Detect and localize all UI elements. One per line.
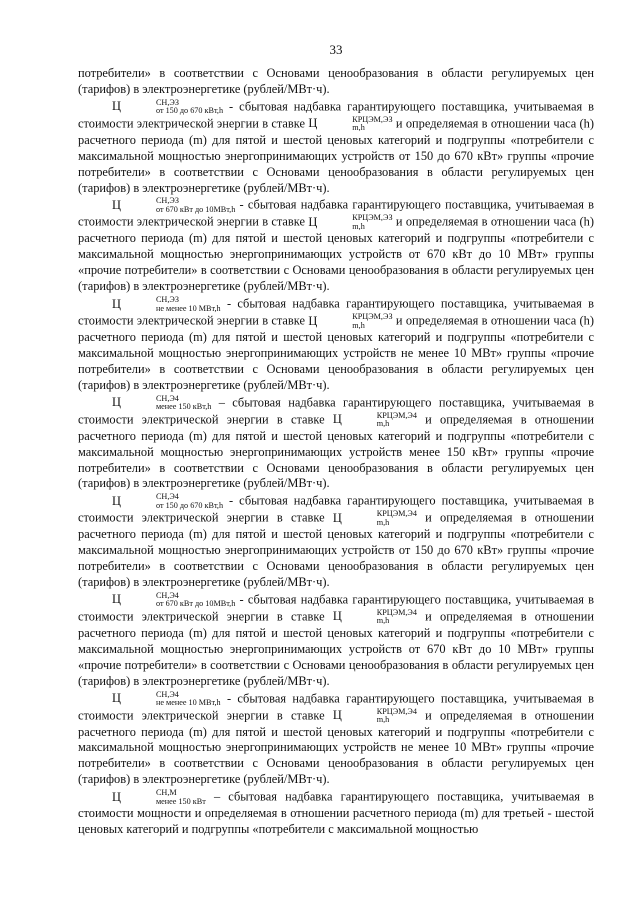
definition-text-before: - сбытовая надбавка гарантирующего поставщика, учитываемая в стоимости электрической энергии в ставке [78, 99, 594, 131]
formula-symbol: Ц СН,Э4 менее 150 кВт,h [112, 393, 212, 412]
rate-symbol: Ц КРЦЭМ,ЭЗ m,h [308, 114, 393, 133]
definition-entry [78, 197, 594, 295]
formula-symbol: Ц СН,ЭЗ не менее 10 МВт,h [112, 295, 221, 313]
definition-text: – сбытовая надбавка гарантирующего поставщика, учитываемая в стоимости мощности и определяемая в отношении расчетного периода (m) для третьей - шестой ценовых категорий и подгруппы «потребители с максимальной мощностью [78, 789, 594, 837]
formula-symbol: Ц СН,Э4 не менее 10 МВт,h [112, 689, 221, 708]
definition-text-before: - сбытовая надбавка гарантирующего поставщика, учитываемая в стоимости электрической энергии в ставке [78, 592, 594, 624]
formula-symbol: Ц СН,Э4 от 670 кВт до 10МВт,h [112, 590, 236, 609]
definition-text-after: и определяемая в отношении расчетного периода (m) для пятой и шестой ценовых категорий и подгруппы «потребители с максимальной мощностью энергопринимающих устройств не менее 10 МВт» группы «прочие потребители» в соответствии с Основами ценообразования в области регулируемых цен (тарифов) в электроэнергетике (рублей/МВт·ч). [78, 708, 595, 787]
rate-symbol: Ц КРЦЭМ,Э4 m,h [332, 607, 417, 626]
definition-text-before: – сбытовая надбавка гарантирующего поставщика, учитываемая в стоимости электрической энергии в ставке [78, 395, 594, 427]
formula-symbol: Ц СН,М менее 150 кВт [112, 788, 206, 806]
definition-text-after: и определяемая в отношении расчетного периода (m) для пятой и шестой ценовых категорий и подгруппы «потребители с максимальной мощностью энергопринимающих устройств менее 150 кВт» группы «прочие потребители» в соответствии с Основами ценообразования в области регулируемых цен (тарифов) в электроэнергетике (рублей/МВт·ч). [78, 412, 595, 491]
definitions-list [78, 99, 594, 788]
definition-entry [78, 296, 594, 394]
definition-text-before: - сбытовая надбавка гарантирующего поставщика, учитываемая в стоимости электрической энергии в ставке [78, 493, 594, 525]
formula-symbol: Ц СН,ЭЗ от 150 до 670 кВт,h [112, 97, 224, 116]
definition-text-after: и определяемая в отношении расчетного периода (m) для пятой и шестой ценовых категорий и подгруппы «потребители с максимальной мощностью энергопринимающих устройств от 670 кВт до 10 МВт» группы «прочие потребители» в соответствии с Основами ценообразования в области регулируемых цен (тарифов) в электроэнергетике (рублей/МВт·ч). [78, 609, 595, 688]
definition-entry [78, 493, 594, 591]
rate-symbol: Ц КРЦЭМ,ЭЗ m,h [308, 213, 393, 231]
definition-entry [78, 99, 594, 197]
definition-text-before: - сбытовая надбавка гарантирующего поставщика, учитываемая в стоимости электрической энергии в ставке [78, 197, 594, 229]
page-number: 33 [329, 42, 343, 57]
rate-symbol: Ц КРЦЭМ,ЭЗ m,h [308, 312, 393, 330]
last-definition [78, 789, 594, 838]
definition-text-after: и определяемая в отношении часа (h) расчетного периода (m) для пятой и шестой ценовых категорий и подгруппы «потребители с максимальной мощностью энергопринимающих устройств от 150 до 670 кВт» группы «прочие потребители» в соответствии с Основами ценообразования в области регулируемых цен (тарифов) в электроэнергетике (рублей/МВт·ч). [78, 116, 595, 195]
definition-text-after: и определяемая в отношении часа (h) расчетного периода (m) для пятой и шестой ценовых категорий и подгруппы «потребители с максимальной мощностью энергопринимающих устройств не менее 10 МВт» группы «прочие потребители» в соответствии с Основами ценообразования в области регулируемых цен (тарифов) в электроэнергетике (рублей/МВт·ч). [78, 313, 595, 392]
definition-text-after: и определяемая в отношении расчетного периода (m) для пятой и шестой ценовых категорий и подгруппы «потребители с максимальной мощностью энергопринимающих устройств от 150 до 670 кВт» группы «прочие потребители» в соответствии с Основами ценообразования в области регулируемых цен (тарифов) в электроэнергетике (рублей/МВт·ч). [78, 510, 595, 590]
rate-symbol: Ц КРЦЭМ,Э4 m,h [332, 509, 417, 527]
definition-entry [78, 395, 594, 493]
formula-symbol: Ц СН,ЭЗ от 670 кВт до 10МВт,h [112, 196, 236, 214]
definition-entry [78, 691, 594, 789]
intro-paragraph: потребители» в соответствии с Основами ценообразования в области регулируемых цен (тарифов) в электроэнергетике (рублей/МВт·ч). [78, 66, 594, 96]
definition-text-after: и определяемая в отношении часа (h) расчетного периода (m) для пятой и шестой ценовых категорий и подгруппы «потребители с максимальной мощностью энергопринимающих устройств от 670 кВт до 10 МВт» группы «прочие потребители» в соответствии с Основами ценообразования в области регулируемых цен (тарифов) в электроэнергетике (рублей/МВт·ч). [78, 214, 595, 294]
formula-symbol: Ц СН,Э4 от 150 до 670 кВт,h [112, 492, 224, 510]
rate-symbol: Ц КРЦЭМ,Э4 m,h [332, 410, 417, 429]
definition-text-before: - сбытовая надбавка гарантирующего поставщика, учитываемая в стоимости электрической энергии в ставке [78, 296, 594, 328]
rate-symbol: Ц КРЦЭМ,Э4 m,h [332, 706, 417, 725]
definition-text-before: - сбытовая надбавка гарантирующего поставщика, учитываемая в стоимости электрической энергии в ставке [78, 691, 594, 723]
definition-entry [78, 592, 594, 690]
